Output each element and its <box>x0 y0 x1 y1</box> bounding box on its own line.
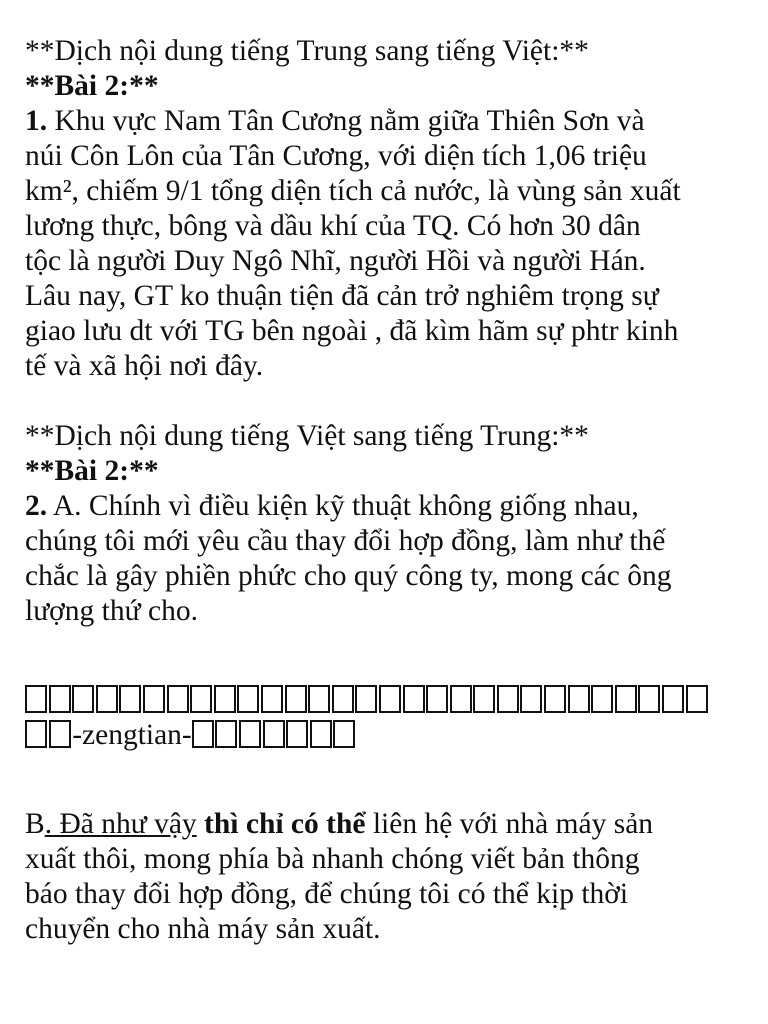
missing-glyph-box <box>355 685 377 713</box>
missing-glyph-box <box>96 685 118 713</box>
chinese-line-2 <box>25 718 746 753</box>
missing-glyph-box <box>591 685 613 713</box>
section2-lesson-title: **Bài 2:** <box>25 455 159 487</box>
chinese-line-2-tofu-start <box>25 719 72 751</box>
section1-line-6: Lâu nay, GT ko thuận tiện đã cản trở nghiêm trọng sự <box>25 280 659 312</box>
partb-line-1 <box>25 807 746 842</box>
chinese-translation-missing-glyphs <box>25 683 746 753</box>
section1-lesson-title: **Bài 2:** <box>25 70 159 102</box>
section1-line-7: giao lưu dt với TG bên ngoài , đã kìm hãm sự phtr kinh <box>25 315 679 347</box>
spacer <box>25 663 746 683</box>
missing-glyph-box <box>261 685 283 713</box>
section2-heading: **Dịch nội dung tiếng Việt sang tiếng Trung:** <box>25 420 589 452</box>
chinese-line-2-tofu-end <box>192 719 357 751</box>
chinese-line-2-latin: -zengtian- <box>72 719 192 751</box>
missing-glyph-box <box>143 685 165 713</box>
missing-glyph-box <box>239 720 261 748</box>
section-vietnamese-to-chinese <box>25 419 746 629</box>
section1-heading: **Dịch nội dung tiếng Trung sang tiếng Việt:** <box>25 35 589 67</box>
missing-glyph-box <box>263 720 285 748</box>
partb-line-1-rest: liên hệ với nhà máy sản <box>365 808 654 840</box>
missing-glyph-box <box>520 685 542 713</box>
partb-underlined-phrase: . Đã như vậy <box>44 808 197 840</box>
partb-line-3: báo thay đổi hợp đồng, để chúng tôi có thể kịp thời <box>25 878 629 910</box>
missing-glyph-box <box>568 685 590 713</box>
section-chinese-to-vietnamese <box>25 34 746 384</box>
spacer <box>25 384 746 419</box>
spacer <box>25 787 746 807</box>
missing-glyph-box <box>25 720 47 748</box>
chinese-line-1-tofu <box>25 683 746 718</box>
section2-line-4: lượng thứ cho. <box>25 595 198 627</box>
section2-line-1-text: A. Chính vì điều kiện kỹ thuật không giống nhau, <box>47 490 639 522</box>
section1-line-8: tế và xã hội nơi đây. <box>25 350 264 382</box>
missing-glyph-box <box>308 685 330 713</box>
missing-glyph-box <box>544 685 566 713</box>
missing-glyph-box <box>25 685 47 713</box>
missing-glyph-box <box>286 720 308 748</box>
missing-glyph-box <box>379 685 401 713</box>
missing-glyph-box <box>332 685 354 713</box>
section2-line-1 <box>25 489 746 524</box>
partb-bold-phrase: thì chỉ có thể <box>204 808 366 840</box>
missing-glyph-box <box>285 685 307 713</box>
section1-line-3: km², chiếm 9/1 tổng diện tích cả nước, là vùng sản xuất <box>25 175 681 207</box>
missing-glyph-box <box>214 685 236 713</box>
missing-glyph-box <box>310 720 332 748</box>
missing-glyph-box <box>192 720 214 748</box>
spacer <box>25 629 746 663</box>
missing-glyph-box <box>473 685 495 713</box>
section1-number: 1. <box>25 105 48 137</box>
section2-number: 2. <box>25 490 48 522</box>
section1-line-5: tộc là người Duy Ngô Nhĩ, người Hồi và người Hán. <box>25 245 646 277</box>
missing-glyph-box <box>49 685 71 713</box>
spacer <box>25 753 746 787</box>
section1-line-1 <box>25 104 746 139</box>
missing-glyph-box <box>686 685 708 713</box>
missing-glyph-box <box>49 720 71 748</box>
part-b <box>25 807 746 947</box>
section1-line-4: lương thực, bông và dầu khí của TQ. Có hơn 30 dân <box>25 210 641 242</box>
partb-line-4: chuyển cho nhà máy sản xuất. <box>25 913 381 945</box>
missing-glyph-box <box>119 685 141 713</box>
partb-line-2: xuất thôi, mong phía bà nhanh chóng viết bản thông <box>25 843 640 875</box>
missing-glyph-box <box>72 685 94 713</box>
missing-glyph-box <box>190 685 212 713</box>
section2-line-3: chắc là gây phiền phức cho quý công ty, mong các ông <box>25 560 672 592</box>
partb-label: B <box>25 808 45 840</box>
missing-glyph-box <box>662 685 684 713</box>
missing-glyph-box <box>215 720 237 748</box>
missing-glyph-box <box>638 685 660 713</box>
missing-glyph-box <box>497 685 519 713</box>
missing-glyph-box <box>403 685 425 713</box>
missing-glyph-box <box>426 685 448 713</box>
missing-glyph-box <box>237 685 259 713</box>
missing-glyph-box <box>167 685 189 713</box>
section2-line-2: chúng tôi mới yêu cầu thay đổi hợp đồng, làm như thế <box>25 525 666 557</box>
missing-glyph-box <box>450 685 472 713</box>
section1-line-2: núi Côn Lôn của Tân Cương, với diện tích 1,06 triệu <box>25 140 647 172</box>
missing-glyph-box <box>333 720 355 748</box>
missing-glyph-box <box>615 685 637 713</box>
section1-line-1-text: Khu vực Nam Tân Cương nằm giữa Thiên Sơn và <box>47 105 645 137</box>
